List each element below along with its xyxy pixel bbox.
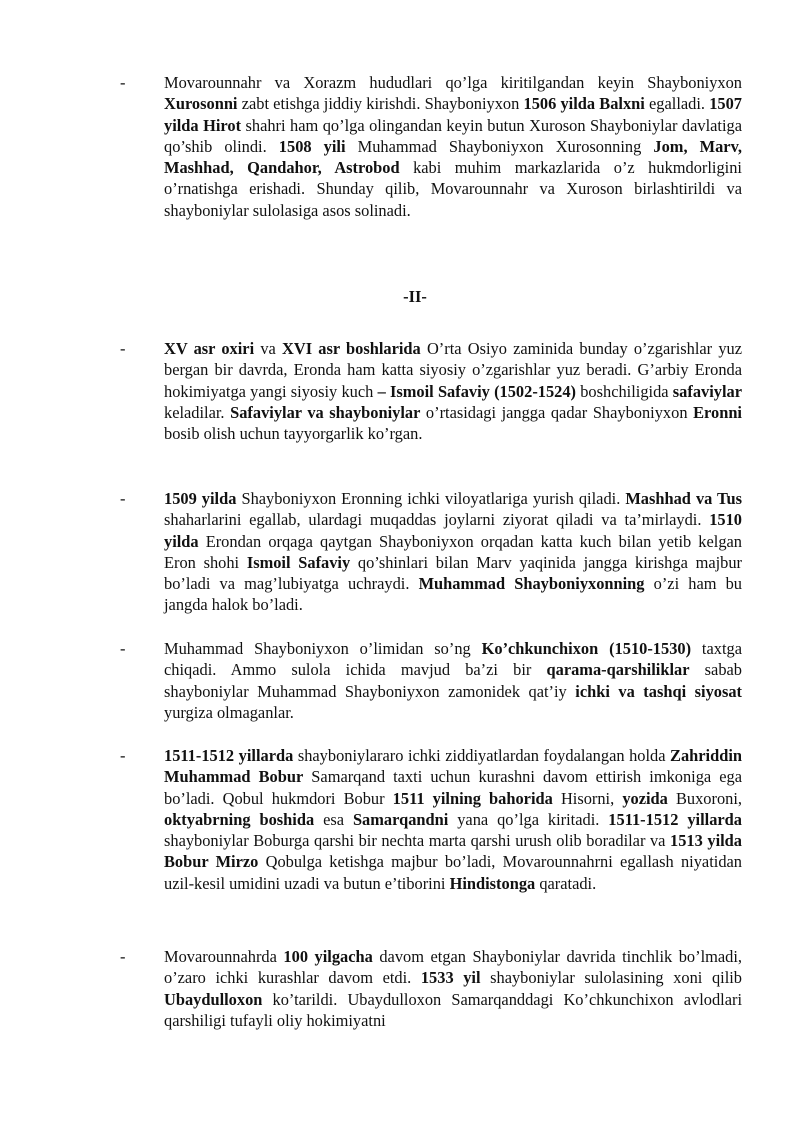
- text-run: yurgiza olmaganlar.: [164, 702, 294, 722]
- text-run: Movarounnahrda: [164, 947, 284, 966]
- paragraph: [164, 638, 742, 723]
- paragraph: [164, 72, 742, 221]
- paragraph: [164, 745, 742, 894]
- paragraph: [164, 338, 742, 444]
- bold-text-run: Safaviylar va shayboniylar: [230, 402, 421, 422]
- text-run: Erondan orqaga qaytgan Shayboniyxon orqadan katta kuch bilan yetib kelgan Eron shohi: [164, 531, 742, 572]
- bold-text-run: 1506 yilda Balxni: [523, 94, 645, 114]
- section-heading: -II-: [403, 287, 427, 306]
- bold-text-run: XVI asr boshlarida: [282, 339, 421, 358]
- bold-text-run: 1509 yilda: [164, 489, 237, 508]
- bold-text-run: 1508 yili: [278, 136, 346, 156]
- text-run: shahri ham qo’lga olingandan keyin butun Xuroson Shayboniylar davlatiga qo’shib olindi.: [164, 115, 742, 156]
- list-dash: -: [120, 489, 126, 508]
- text-run: Qobulga ketishga majbur bo’ladi, Movarounnahrni egallash niyatidan uzil-kesil umidini uzadi va butun e’tiborini: [164, 852, 742, 893]
- bold-text-run: Mashhad va Tus: [625, 489, 742, 508]
- bold-text-run: Ismoil Safaviy: [246, 552, 351, 572]
- text-run: va: [254, 339, 283, 358]
- bold-text-run: 1511-1512 yillarda: [164, 746, 294, 765]
- bold-text-run: Zahriddin Muhammad Bobur: [164, 746, 742, 787]
- bold-text-run: oktyabrning boshida: [164, 809, 315, 829]
- bold-text-run: Xurosonni: [164, 94, 238, 114]
- text-run: bosib olish uchun tayyorgarlik ko’rgan.: [164, 424, 423, 444]
- bold-text-run: 1533 yil: [420, 968, 481, 988]
- list-dash: -: [120, 746, 126, 765]
- text-run: Shayboniyxon Eronning ichki viloyatlariga yurish qiladi.: [236, 489, 626, 508]
- text-run: Buxoroni,: [667, 788, 742, 808]
- text-run: boshchiligida: [576, 381, 673, 401]
- text-run: Muhammad Shayboniyxon Xurosonning: [345, 136, 654, 156]
- bold-text-run: 1511 yilning bahorida: [392, 788, 553, 808]
- bold-text-run: yozida: [622, 788, 668, 808]
- bold-text-run: ichki va tashqi siyosat: [575, 681, 742, 701]
- text-run: shayboniylar sulolasining xoni qilib: [480, 968, 742, 988]
- text-run: egalladi.: [644, 94, 710, 114]
- bold-text-run: Samarqandni: [352, 809, 449, 829]
- bold-text-run: Ubaydulloxon: [164, 989, 263, 1009]
- bold-text-run: qarama-qarshiliklar: [546, 660, 690, 680]
- text-run: shayboniylararo ichki ziddiyatlardan foydalangan holda: [293, 746, 671, 765]
- text-run: kabi muhim markazlarida o’z hukmdorligini o’rnatishga erishadi. Shunday qilib, Movarounnahr va Xuroson birlashtirildi va shayboniylar sulolasiga asos solinadi.: [164, 158, 742, 220]
- text-run: davom etgan Shayboniylar davrida tinchlik bo’lmadi, o’zaro ichki kurashlar davom etdi.: [164, 947, 743, 988]
- text-run: esa: [314, 809, 353, 829]
- text-run: Hisorni,: [552, 788, 623, 808]
- text-run: o’zi ham bu jangda halok bo’ladi.: [164, 574, 742, 615]
- bold-text-run: 1507 yilda Hirot: [164, 94, 742, 135]
- list-dash: -: [120, 339, 126, 358]
- list-dash: -: [120, 73, 126, 92]
- text-run: yana qo’lga kiritadi.: [448, 809, 609, 829]
- paragraph: [164, 946, 742, 1031]
- text-run: qaratadi.: [535, 873, 597, 893]
- text-run: Samarqand taxti uchun kurashni davom ettirish imkoniga ega bo’ladi. Qobul hukmdori Bobur: [164, 767, 742, 808]
- bold-text-run: Ko’chkunchixon (1510-1530): [481, 639, 692, 658]
- text-run: O’rta Osiyo zaminida bunday o’zgarishlar yuz bergan bir davrda, Eronda ham katta siyosiy o’zgarishlar yuz beradi. G’arbiy Eronda hokimiyatga yangi siyosiy kuch: [164, 339, 742, 401]
- list-dash: -: [120, 639, 126, 658]
- text-run: qo’shinlari bilan Marv yaqinida jangga kirishga majbur bo’ladi va mag’lubiyatga uchraydi.: [164, 552, 742, 594]
- text-run: Muhammad Shayboniyxon o’limidan so’ng: [164, 639, 482, 658]
- text-run: shayboniylar Boburga qarshi bir nechta marta qarshi urush olib boradilar va: [164, 831, 671, 851]
- text-run: Movarounnahr va Xorazm hududlari qo’lga kiritilgandan keyin Shayboniyxon: [164, 73, 742, 92]
- text-run: keladilar.: [164, 402, 231, 422]
- paragraph: [164, 488, 742, 616]
- list-dash: -: [120, 947, 126, 966]
- bold-text-run: Muhammad Shayboniyxonning: [418, 574, 645, 594]
- text-run: shaharlarini egallab, ulardagi muqaddas joylarni ziyorat qiladi va ta’mirlaydi.: [164, 510, 710, 530]
- bold-text-run: 1513 yilda Bobur Mirzo: [164, 831, 742, 872]
- text-run: sabab shayboniylar Muhammad Shayboniyxon zamonidek qat’iy: [164, 660, 742, 701]
- bold-text-run: Eronni: [693, 402, 742, 422]
- text-run: taxtga chiqadi. Ammo sulola ichida mavjud ba’zi bir: [164, 639, 742, 680]
- bold-text-run: safaviylar: [672, 381, 742, 401]
- bold-text-run: Hindistonga: [449, 873, 536, 893]
- text-run: ko’tarildi. Ubaydulloxon Samarqanddagi Ko’chkunchixon avlodlari qarshiligi tufayli oliy hokimiyatni: [164, 989, 742, 1030]
- bold-text-run: 1511-1512 yillarda: [608, 809, 742, 829]
- bold-text-run: 1510 yilda: [164, 510, 742, 551]
- bold-text-run: – Ismoil Safaviy (1502-1524): [377, 381, 577, 401]
- bold-text-run: 100 yilgacha: [283, 947, 373, 966]
- text-run: zabt etishga jiddiy kirishdi. Shayboniyxon: [237, 94, 524, 114]
- text-run: o’rtasidagi jangga qadar Shayboniyxon: [420, 402, 694, 422]
- bold-text-run: XV asr oxiri: [164, 339, 255, 358]
- bold-text-run: Jom, Marv, Mashhad, Qandahor, Astrobod: [164, 136, 742, 178]
